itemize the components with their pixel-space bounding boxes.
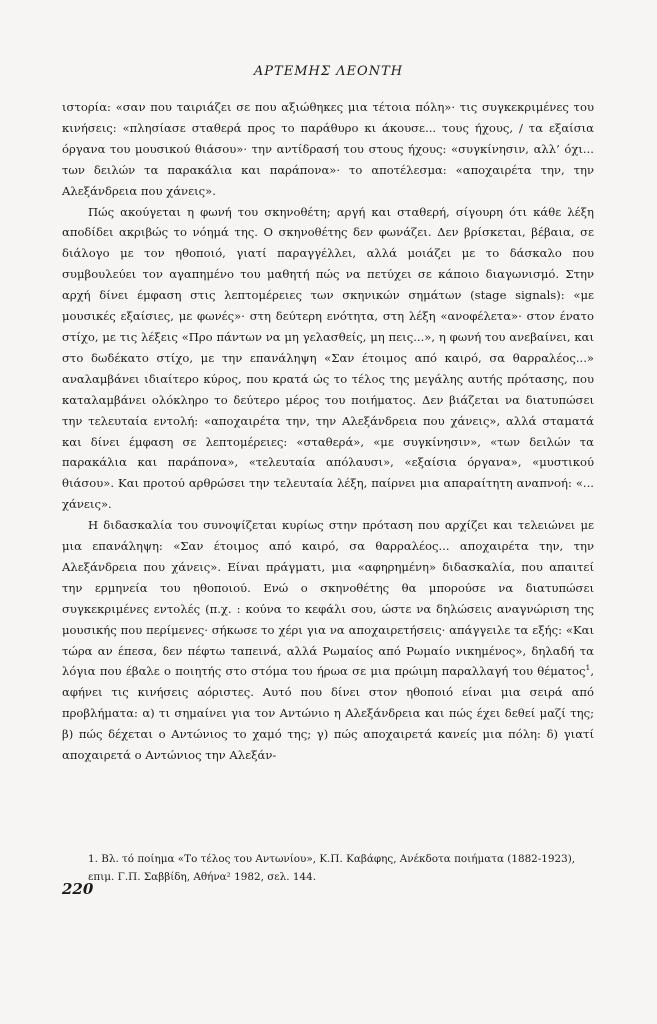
footnote-reference[interactable]: 1 bbox=[585, 663, 591, 673]
paragraph-text: Η διδασκαλία του συνοψίζεται κυρίως στην πρόταση που αρχίζει και τελειώνει με μια επανάληψη: «Σαν έτοιμος από καιρό, σα θαρραλέος... αποχαιρέτα την, την Αλεξάνδρεια που χάνεις». Είναι πράγματι, μια «αφηρημένη» διδασκαλία, που απαιτεί την ερμηνεία του ηθοποιού. Ενώ ο σκηνοθέτης θα μπορούσε να διατυπώσει συγκεκριμένες εντολές (π.χ. : κούνα το κεφάλι σου, ώστε να δηλώσεις αναγνώριση της μουσικής που περίμενες· σήκωσε το χέρι για να αποχαιρετήσεις· απάγγειλε τα εξής: «Και τώρα αν έπεσα, δεν πέφτω ταπεινά, αλλά Ρωμαίος από Ρωμαίο νικημένος», δηλαδή τα λόγια που έβαλε ο ποιητής στο στόμα του ήρωα σε μια πρώιμη παραλλαγή του θέματος bbox=[62, 518, 594, 679]
paragraph bbox=[62, 515, 594, 766]
footnote: 1. Βλ. τό ποίημα «Το τέλος του Αντωνίου», Κ.Π. Καβάφης, Ανέκδοτα ποιήματα (1882-1923), επιμ. Γ.Π. Σαββίδη, Αθήνα² 1982, σελ. 144. bbox=[88, 853, 576, 883]
paragraph: Πώς ακούγεται η φωνή του σκηνοθέτη; αργή και σταθερή, σίγουρη ότι κάθε λέξη αποδίδει ακριβώς το νόημά της. Ο σκηνοθέτης δεν φωνάζει. Δεν βρίσκεται, βέβαια, σε διάλογο με τον ηθοποιό, γιατί παραγγέλλει, αλλά μοιάζει με το δάσκαλο που συμβουλεύει τον αγαπημένο του μαθητή πώς να πετύχει σε κάποιο διαγωνισμό. Στην αρχή δίνει έμφαση στις λεπτομέρειες των σκηνικών σημάτων (stage signals): «με μουσικές εξαίσιες, με φωνές»· στη δεύτερη ενότητα, στη λέξη «ανοφέλετα»· στον ένατο στίχο, με τις λέξεις «Προ πάντων να μη γελασθείς, μη πεις...», η φωνή του ανεβαίνει, και στο δωδέκατο στίχο, με την επανάληψη «Σαν έτοιμος από καιρό, σα θαρραλέος...» αναλαμβάνει ιδιαίτερο κύρος, που κρατά ώς το τέλος της μεγάλης αυτής πρότασης, που καταλαμβάνει ολόκληρο το δεύτερο μέρος του ποιήματος. Δεν βιάζεται να διατυπώσει την τελευταία εντολή: «αποχαιρέτα την, την Αλεξάνδρεια που χάνεις», αλλά σταματά και δίνει έμφαση σε λεπτομέρειες: «σταθερά», «με συγκίνησιν», «των δειλών τα παρακάλια και παράπονα», «τελευταία απόλαυσι», «εξαίσια όργανα», «μυστικού θιάσου». Και προτού αρθρώσει την τελευταία λέξη, παίρνει μια απαραίτητη αναπνοή: «... χάνεις». bbox=[62, 204, 594, 512]
page-number: 220 bbox=[62, 880, 94, 898]
paragraph: ιστορία: «σαν που ταιριάζει σε που αξιώθηκες μια τέτοια πόλη»· τις συγκεκριμένες του κινήσεις: «πλησίασε σταθερά προς το παράθυρο κι άκουσε... τους ήχους, / τα εξαίσια όργανα του μουσικού θιάσου»· την αντίδρασή του στους ήχους: «συγκίνησιν, αλλ’ όχι... των δειλών τα παρακάλια και παράπονα»· το αποτέλεσμα: «αποχαιρέτα την, την Αλεξάνδρεια που χάνεις». bbox=[62, 100, 594, 198]
body-text bbox=[62, 97, 594, 766]
running-head: ΑΡΤΕΜΗΣ ΛΕΟΝΤΗ bbox=[253, 64, 404, 79]
paragraph-text: , αφήνει τις κινήσεις αόριστες. Αυτό που δίνει στον ηθοποιό είναι μια σειρά από προβλήματα: α) τι σημαίνει για τον Αντώνιο η Αλεξάνδρεια και πώς έχει δεθεί μαζί της; β) πώς δέχεται ο Αντώνιος το χαμό της; γ) πώς αποχαιρετά κανείς μια πόλη: δ) γιατί αποχαιρετά ο Αντώνιος την Αλεξάν- bbox=[62, 664, 594, 763]
